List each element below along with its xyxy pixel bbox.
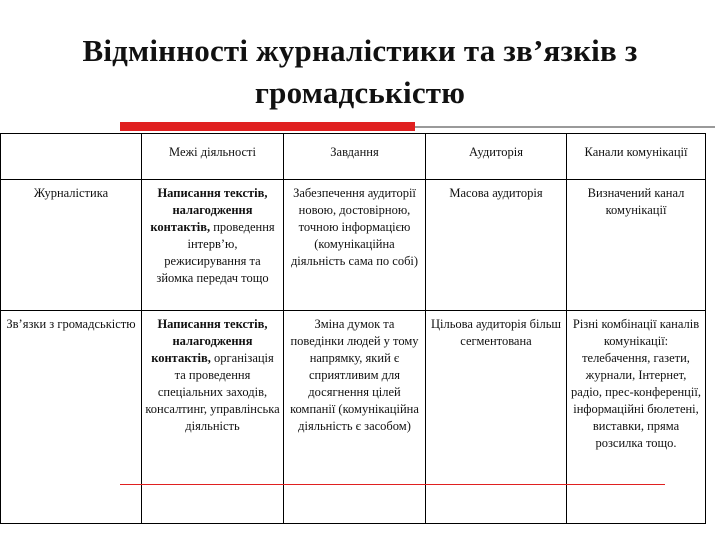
header-cell-task: Завдання bbox=[284, 134, 426, 180]
scope-bold-text: Написання текстів, налагодження контактів, bbox=[150, 186, 268, 234]
table-header-row bbox=[1, 134, 706, 180]
cell-audience-journalism: Масова аудиторія bbox=[426, 180, 567, 311]
comparison-table bbox=[0, 133, 706, 524]
cell-scope-pr bbox=[142, 311, 284, 524]
cell-task-pr: Зміна думок та поведінки людей у тому напрямку, який є сприятливим для досягнення цілей компанії (комунікаційна діяльність є засобом) bbox=[284, 311, 426, 524]
scope-bold-text: Написання текстів, налагодження контактів, bbox=[151, 317, 268, 365]
slide-title bbox=[20, 30, 700, 114]
slide-title-line-1: Відмінності журналістики та зв’язків з bbox=[82, 33, 638, 68]
table-row bbox=[1, 311, 706, 524]
cell-task-journalism: Забезпечення аудиторії новою, достовірною, точною інформацією (комунікаційна діяльність сама по собі) bbox=[284, 180, 426, 311]
header-cell-scope: Межі діяльності bbox=[142, 134, 284, 180]
header-cell-channels: Канали комунікації bbox=[567, 134, 706, 180]
accent-bar bbox=[120, 122, 415, 131]
slide-title-line-2: громадськістю bbox=[254, 75, 466, 110]
scope-text: організація та проведення спеціальних заходів, консалтинг, управлінська діяльність bbox=[145, 351, 280, 433]
table-row bbox=[1, 180, 706, 311]
title-rule bbox=[415, 126, 715, 128]
cell-scope-journalism bbox=[142, 180, 284, 311]
header-cell-empty bbox=[1, 134, 142, 180]
comparison-table-container bbox=[0, 133, 708, 524]
header-cell-audience: Аудиторія bbox=[426, 134, 567, 180]
scope-text: проведення інтерв’ю, режисирування та зйомка передач тощо bbox=[156, 220, 275, 285]
cell-audience-pr: Цільова аудиторія більш сегментована bbox=[426, 311, 567, 524]
cell-channels-journalism: Визначений канал комунікації bbox=[567, 180, 706, 311]
cell-channels-pr: Різні комбінації каналів комунікації: телебачення, газети, журнали, Інтернет, радіо, прес-конференції, інформаційні бюлетені, виставки, пряма розсилка тощо. bbox=[567, 311, 706, 524]
row-label-pr: Зв’язки з громадськістю bbox=[1, 311, 142, 524]
row-label-journalism: Журналістика bbox=[1, 180, 142, 311]
bottom-rule bbox=[120, 484, 665, 485]
